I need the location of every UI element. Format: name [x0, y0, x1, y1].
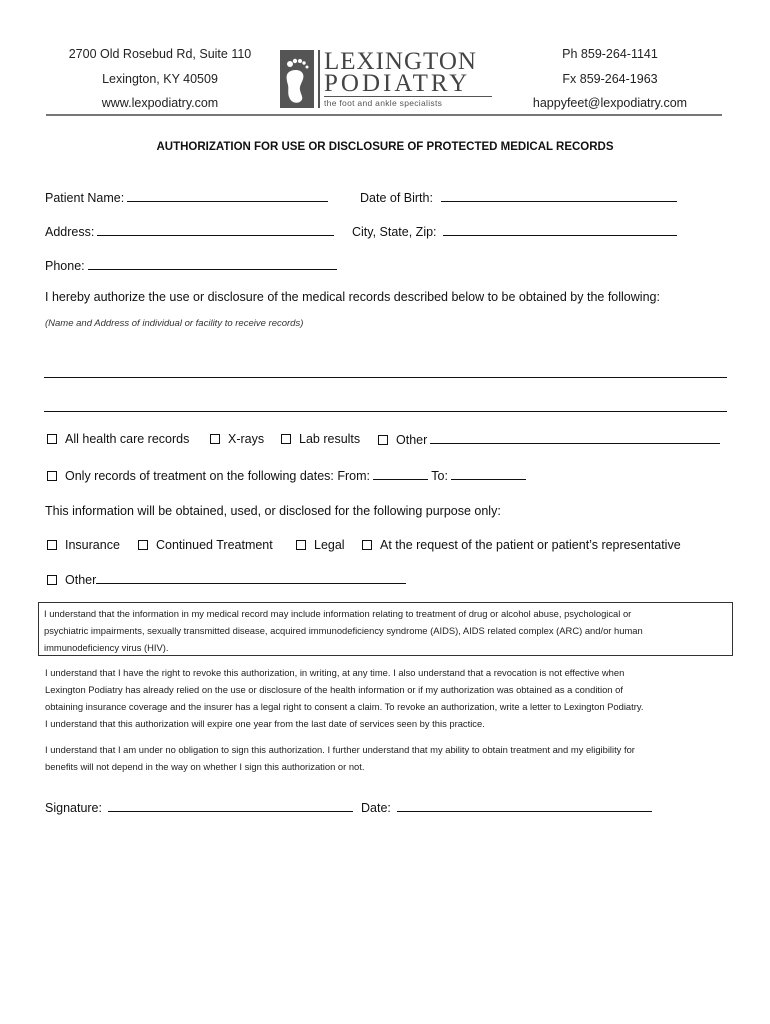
checkbox-lab-results[interactable]: [281, 434, 291, 444]
xrays-label: X-rays: [228, 432, 265, 446]
recipient-hint: (Name and Address of individual or facility to receive records): [45, 318, 304, 329]
lab-results-label: Lab results: [299, 432, 361, 446]
other-records-field[interactable]: [430, 432, 720, 444]
logo-tagline: the foot and ankle specialists: [324, 96, 492, 108]
paragraph-line: benefits will not depend in the way on whether I sign this authorization or not.: [45, 761, 365, 772]
header-divider: [46, 114, 722, 116]
address-label: Address:: [45, 225, 95, 239]
from-date-field[interactable]: [373, 468, 428, 480]
form-title: AUTHORIZATION FOR USE OR DISCLOSURE OF PROTECTED MEDICAL RECORDS: [156, 141, 614, 153]
signature-label: Signature:: [45, 801, 102, 815]
patient-name-field[interactable]: [127, 190, 328, 202]
logo-name-line2: PODIATRY: [324, 70, 471, 97]
patient-request-label: At the request of the patient or patient’s representative: [380, 538, 681, 552]
paragraph-line: I understand that I have the right to revoke this authorization, in writing, at any time. I also understand that a revocation is not effective when: [45, 667, 625, 678]
checkbox-continued-treatment[interactable]: [138, 540, 148, 550]
other-purpose-label: Other: [65, 573, 97, 587]
checkbox-all-records[interactable]: [47, 434, 57, 444]
checkbox-xrays[interactable]: [210, 434, 220, 444]
to-label: To:: [431, 469, 448, 483]
address-line1: 2700 Old Rosebud Rd, Suite 110: [68, 47, 252, 61]
city-state-zip-field[interactable]: [443, 224, 677, 236]
recipient-line-2[interactable]: [44, 411, 727, 412]
checkbox-insurance[interactable]: [47, 540, 57, 550]
checkbox-legal[interactable]: [296, 540, 306, 550]
dob-field[interactable]: [441, 190, 677, 202]
paragraph-line: Lexington Podiatry has already relied on the use or disclosure of the health information or if my authorization was obtained as a condition of: [45, 684, 623, 695]
to-date-field[interactable]: [451, 468, 526, 480]
all-records-label: All health care records: [65, 432, 190, 446]
foot-icon: [280, 50, 314, 108]
date-range-label: Only records of treatment on the following dates: From:: [65, 469, 370, 483]
date-label: Date:: [361, 801, 391, 815]
checkbox-other-purpose[interactable]: [47, 575, 57, 585]
notice-line: immunodeficiency virus (HIV).: [44, 642, 169, 653]
authorize-statement: I hereby authorize the use or disclosure of the medical records described below to be obtained by the following:: [45, 290, 660, 304]
legal-label: Legal: [314, 538, 345, 552]
paragraph-line: I understand that I am under no obligation to sign this authorization. I further understand that my ability to obtain treatment and my eligibility for: [45, 744, 635, 755]
address-line2: Lexington, KY 40509: [102, 72, 218, 86]
patient-name-label: Patient Name:: [45, 191, 125, 205]
fax-number: Fx 859-264-1963: [562, 72, 658, 86]
continued-treatment-label: Continued Treatment: [156, 538, 273, 552]
other-purpose-field[interactable]: [96, 572, 406, 584]
insurance-label: Insurance: [65, 538, 120, 552]
signature-field[interactable]: [108, 800, 353, 812]
revoke-paragraph: [45, 664, 643, 732]
logo-name-line1: LEXINGTON: [324, 48, 477, 75]
checkbox-other-records[interactable]: [378, 435, 388, 445]
email-link[interactable]: happyfeet@lexpodiatry.com: [532, 96, 688, 110]
phone-number: Ph 859-264-1141: [562, 47, 658, 61]
checkbox-date-range[interactable]: [47, 471, 57, 481]
address-field[interactable]: [97, 224, 334, 236]
dob-label: Date of Birth:: [360, 191, 433, 205]
signature-date-field[interactable]: [397, 800, 652, 812]
phone-field[interactable]: [88, 258, 337, 270]
obligation-paragraph: [45, 741, 635, 775]
city-state-zip-label: City, State, Zip:: [352, 225, 437, 239]
checkbox-patient-request[interactable]: [362, 540, 372, 550]
website-link[interactable]: www.lexpodiatry.com: [101, 96, 219, 110]
sensitive-info-notice: [38, 602, 733, 656]
paragraph-line: obtaining insurance coverage and the insurer has a legal right to consent a claim. To revoke an authorization, write a letter to Lexington Podiatry.: [45, 701, 644, 712]
notice-line: psychiatric impairments, sexually transmitted disease, acquired immunodeficiency syndrome (AIDS), AIDS related complex (ARC) and/or human: [44, 625, 643, 636]
phone-label: Phone:: [45, 259, 85, 273]
other-records-label: Other: [396, 433, 428, 447]
paragraph-line: I understand that this authorization will expire one year from the last date of services seen by this practice.: [45, 718, 485, 729]
purpose-statement: This information will be obtained, used, or disclosed for the following purpose only:: [45, 504, 501, 518]
lexington-podiatry-logo: [280, 50, 492, 108]
notice-line: I understand that the information in my medical record may include information relating to treatment of drug or alcohol abuse, psychological or: [44, 608, 632, 619]
recipient-line-1[interactable]: [44, 377, 727, 378]
